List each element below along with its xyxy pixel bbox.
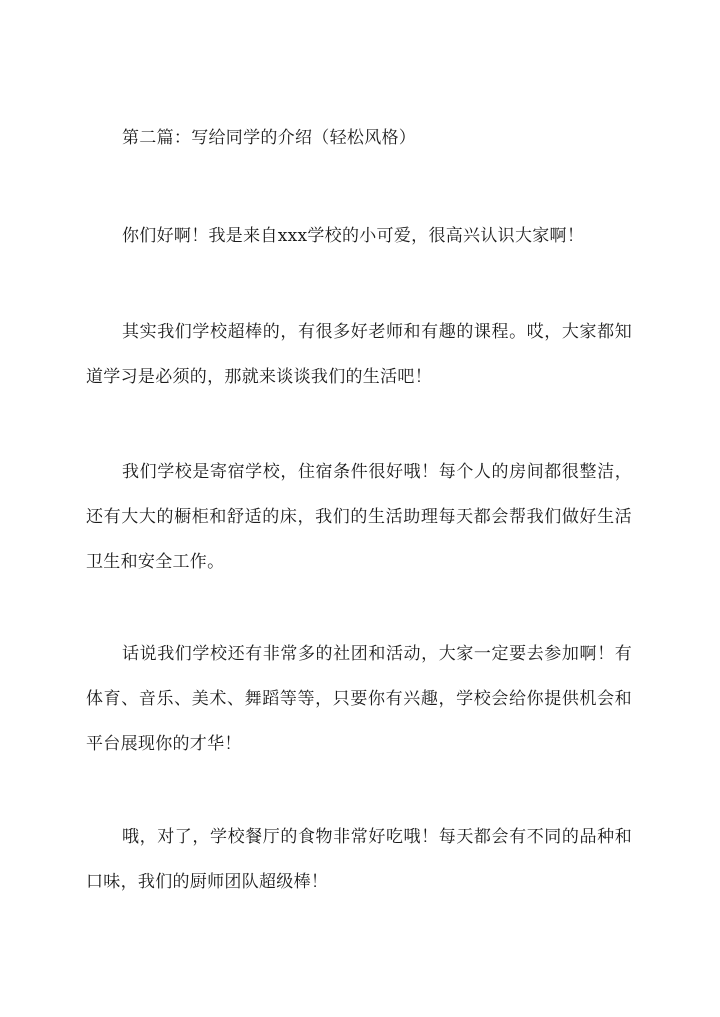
paragraph-boarding: 我们学校是寄宿学校，住宿条件很好哦！每个人的房间都很整洁，还有大大的橱柜和舒适的床，我们的生活助理每天都会帮我们做好生活卫生和安全工作。 <box>86 462 632 572</box>
paragraph-clubs-activities: 话说我们学校还有非常多的社团和活动，大家一定要去参加啊！有体育、音乐、美术、舞蹈等等，只要你有兴趣，学校会给你提供机会和平台展现你的才华！ <box>86 644 632 754</box>
paragraph-cafeteria: 哦，对了，学校餐厅的食物非常好吃哦！每天都会有不同的品种和口味，我们的厨师团队超级棒！ <box>86 827 632 892</box>
paragraph-school-courses: 其实我们学校超棒的，有很多好老师和有趣的课程。哎，大家都知道学习是必须的，那就来谈谈我们的生活吧！ <box>86 322 632 387</box>
section-title: 第二篇：写给同学的介绍（轻松风格） <box>122 128 417 148</box>
paragraph-greeting: 你们好啊！我是来自xxx学校的小可爱，很高兴认识大家啊！ <box>122 226 585 246</box>
